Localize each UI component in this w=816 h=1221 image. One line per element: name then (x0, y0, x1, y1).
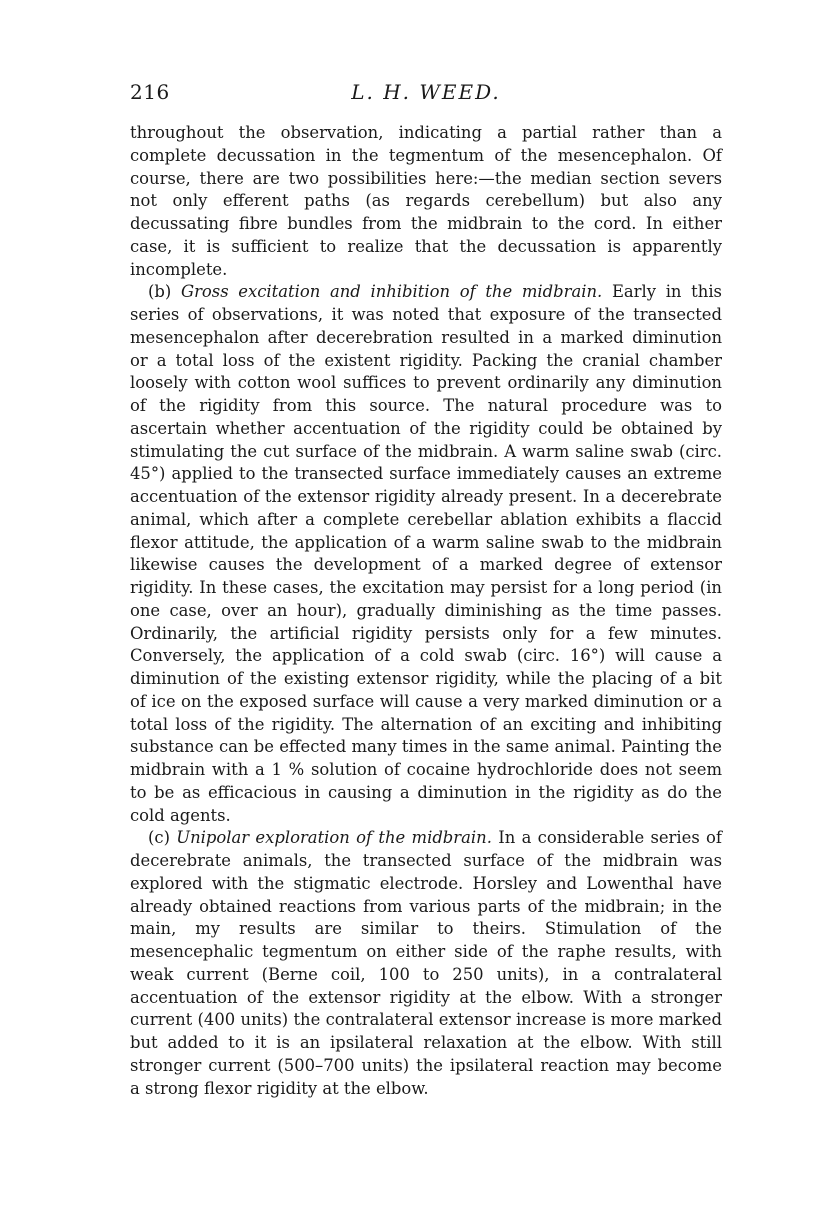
paragraph-heading: Unipolar exploration of the midbrain. (176, 828, 492, 848)
paragraph-continuation (130, 122, 722, 281)
paragraph-text: Early in this series of observations, it was noted that exposure of the transected mesencephalon after decerebration resulted in a marked diminution or a total loss of the existent rigidity. Packing the cranial chamber loosely with cotton wool suffices to prevent ordinarily any diminution of the rigidity from this source. The natural procedure was to ascertain whether accentuation of the rigidity could be obtained by stimulating the cut surface of the midbrain. A warm saline swab (circ. 45°) applied to the transected surface immediately causes an extreme accentuation of the extensor rigidity already present. In a decerebrate animal, which after a complete cerebellar ablation exhibits a flaccid flexor attitude, the application of a warm saline swab to the midbrain likewise causes the development of a marked degree of extensor rigidity. In these cases, the excitation may persist for a long period (in one case, over an hour), gradually diminishing as the time passes. Ordinarily, the artificial rigidity persists only for a few minutes. Conversely, the application of a cold swab (circ. 16°) will cause a diminution of the existing extensor rigidity, while the placing of a bit of ice on the exposed surface will cause a very marked diminution or a total loss of the rigidity. The alternation of an exciting and inhibiting substance can be effected many times in the same animal. Painting the midbrain with a 1 % solution of cocaine hydrochloride does not seem to be as efficacious in causing a diminution in the rigidity as do the cold agents. (130, 282, 722, 825)
paragraph-gross-excitation (130, 281, 722, 827)
paragraph-text: throughout the observation, indicating a partial rather than a complete decussation in the tegmentum of the mesencephalon. Of course, there are two possibilities here:—the median section severs not only efferent paths (as regards cerebellum) but also any decussating fibre bundles from the midbrain to the cord. In either case, it is sufficient to realize that the decussation is apparently incomplete. (130, 123, 722, 279)
paragraph-label: (c) (148, 828, 170, 848)
page-header (130, 80, 722, 110)
running-head: L. H. WEED. (351, 80, 501, 104)
paragraph-label: (b) (148, 282, 172, 302)
paragraph-heading: Gross excitation and inhibition of the midbrain. (180, 282, 603, 302)
paragraph-unipolar-exploration (130, 827, 722, 1100)
paragraph-text: In a considerable series of decerebrate animals, the transected surface of the midbrain was explored with the stigmatic electrode. Horsley and Lowenthal have already obtained reactions from various parts of the midbrain; in the main, my results are similar to theirs. Stimulation of the mesencephalic tegmentum on either side of the raphe results, with weak current (Berne coil, 100 to 250 units), in a contralateral accentuation of the extensor rigidity at the elbow. With a stronger current (400 units) the contralateral extensor increase is more marked but added to it is an ipsilateral relaxation at the elbow. With still stronger current (500–700 units) the ipsilateral reaction may become a strong flexor rigidity at the elbow. (130, 828, 722, 1098)
body-text (130, 122, 722, 1100)
page-number: 216 (130, 80, 170, 104)
